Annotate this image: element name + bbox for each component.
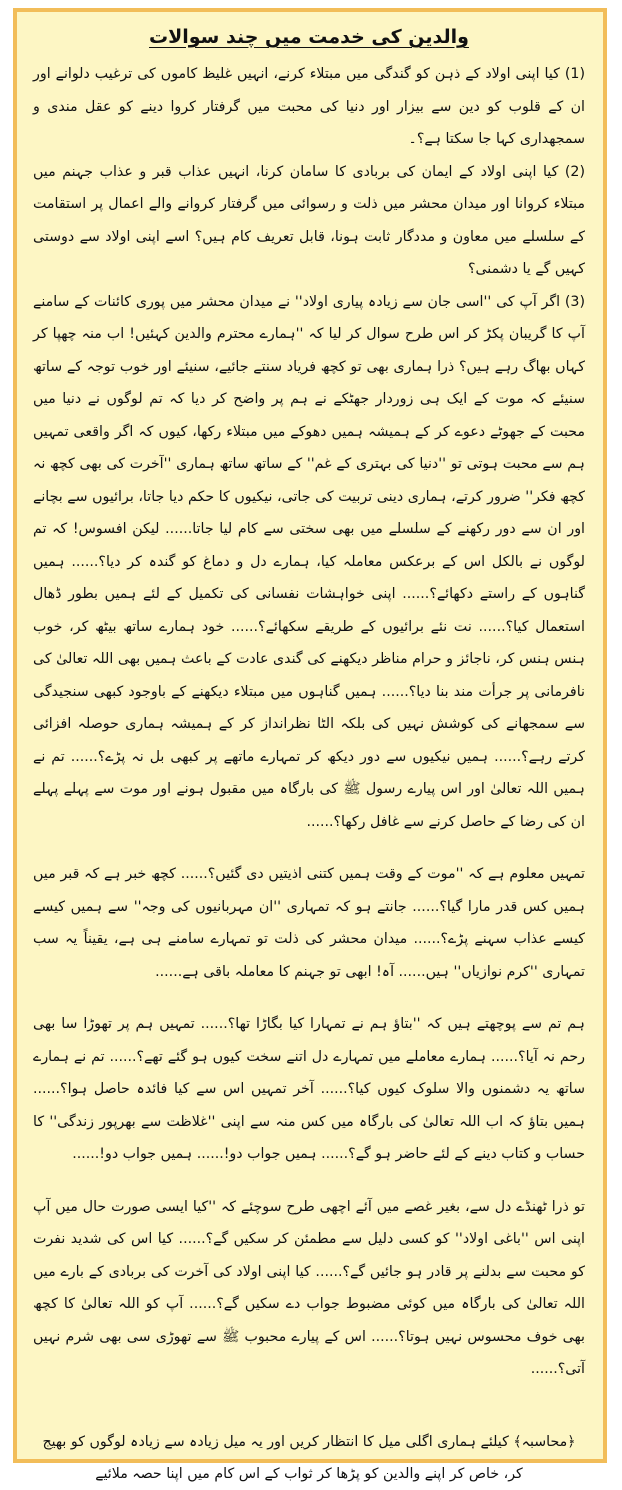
question-3: (3) اگر آپ کی ''اسی جان سے زیادہ پیاری اولاد'' نے میدان محشر میں پوری کائنات کے سامنے آپ کا گریبان پکڑ کر اس طرح سوال کر لیا کہ ''ہمارے محترم والدین کہئیں! اب منہ چھپا کر کہاں بھاگ رہے ہیں؟ ذرا ہماری بھی تو کچھ فریاد سنتے جائیے، سنیئے اور خوب توجہ کے ساتھ سنیئے کہ موت کے ایک ہی زوردار جھٹکے نے ہم پر واضح کر دیا کہ تم لوگوں نے دنیا میں محبت کے جھوٹے دعوے کر کے ہمیشہ ہمیں دھوکے میں مبتلاء رکھا، کیوں کہ اگر واقعی تمہیں ہم سے محبت ہوتی تو ''دنیا کی بہتری کے غم'' کے ساتھ ساتھ ہماری ''آخرت کی بھی کچھ نہ کچھ فکر'' ضرور کرتے، ہماری دینی تربیت کی جاتی، نیکیوں کا حکم دیا جاتا، برائیوں سے بچانے اور ان سے دور رکھنے کے سلسلے میں بھی سختی سے کام لیا جاتا...... لیکن افسوس! کہ تم لوگوں نے بالکل اس کے برعکس معاملہ کیا، ہمارے دل و دماغ کو گندہ کر دیا؟...... ہمیں گناہوں کے راستے دکھائے؟...... اپنی خواہشات نفسانی کی تکمیل کے لئے ہمیں بطور ڈھال استعمال کیا؟...... نت نئے برائیوں کے طریقے سکھائے؟...... خود ہمارے ساتھ بیٹھ کر، خوب ہنس ہنس کر، ناجائز و حرام مناظر دیکھنے کی گندی عادت کے باعث ہمیں بھی اللہ تعالیٰ کی نافرمانی پر جرأت مند بنا دیا؟...... ہمیں گناہوں میں مبتلاء دیکھنے کے باوجود کبھی سنجیدگی سے سمجھانے کی کوشش نہیں کی بلکہ الٹا نظرانداز کر کے ہمیشہ ہماری حوصلہ افزائی کرتے رہے؟...... ہمیں نیکیوں سے دور دیکھ کر تمہارے ماتھے پر کبھی بل نہ پڑے؟...... تم نے ہمیں اللہ تعالیٰ اور اس پیارے رسول ﷺ کی بارگاہ میں مقبول ہونے اور موت سے پہلے پہلے ان کی رضا کے حاصل کرنے سے غافل رکھا؟...... xyxy=(33,293,585,830)
article-title: والدین کی خدمت میں چند سوالات xyxy=(149,26,469,48)
article-panel xyxy=(13,8,607,1482)
paragraph-children-questions: ہم تم سے پوچھتے ہیں کہ ''بتاؤ ہم نے تمہارا کیا بگاڑا تھا؟...... تمہیں ہم پر تھوڑا سا بھی رحم نہ آیا؟...... ہمارے معاملے میں تمہارے دل اتنے سخت کیوں ہو گئے تھے؟...... تم نے ہمارے ساتھ یہ دشمنوں والا سلوک کیوں کیا؟...... آخر تمہیں اس سے کیا فائدہ حاصل ہوا؟...... ہمیں بتاؤ کہ اب اللہ تعالیٰ کی بارگاہ میں کس منہ سے اپنی ''غلاظت سے بھرپور زندگی'' کا حساب و کتاب دینے کے لئے حاضر ہو گے؟...... ہمیں جواب دو!...... ہمیں جواب دو!...... xyxy=(33,1016,585,1162)
footer-note: ﴿محاسبہ﴾ کیلئے ہماری اگلی میل کا انتظار کریں اور یہ میل زیادہ سے زیادہ لوگوں کو بھیج کر، خاص کر اپنے والدین کو پڑھا کر ثواب کے اس کام میں اپنا حصہ ملائیے xyxy=(42,1433,576,1482)
question-2: (2) کیا اپنی اولاد کے ایمان کی بربادی کا سامان کرنا، انہیں عذاب قبر و عذاب جہنم میں مبتلاء کروانا اور میدان محشر میں ذلت و رسوائی میں گرفتار کروانے والے اعمال پر استقامت کے سلسلے میں معاون و مددگار ثابت ہونا، قابل تعریف کام ہیں؟ اسے اپنی اولاد سے دوستی کہیں گے یا دشمنی؟ xyxy=(33,163,585,277)
paragraph-reflection: تو ذرا ٹھنڈے دل سے، بغیر غصے میں آئے اچھی طرح سوچئے کہ ''کیا ایسی صورت حال میں آپ اپنی اس ''باغی اولاد'' کو کسی دلیل سے مطمئن کر سکیں گے؟...... کیا اس کی شدید نفرت کو محبت سے بدلنے پر قادر ہو جائیں گے؟...... کیا اپنی اولاد کی آخرت کی بربادی کے بارے میں اللہ تعالیٰ کی بارگاہ میں کوئی مضبوط جواب دے سکیں گے؟...... آپ کو اللہ تعالیٰ کا کچھ بھی خوف محسوس نہیں ہوتا؟...... اس کے پیارے محبوب ﷺ سے تھوڑی سی بھی شرم نہیں آتی؟...... xyxy=(33,1198,585,1377)
paragraph-death-and-grave: تمہیں معلوم ہے کہ ''موت کے وقت ہمیں کتنی اذیتیں دی گئیں؟...... کچھ خبر ہے کہ قبر میں ہمیں کس قدر مارا گیا؟...... جانتے ہو کہ تمہاری ''ان مہربانیوں کی وجہ'' سے ہمیں کیسے کیسے عذاب سہنے پڑے؟...... میدان محشر کی ذلت تو تمہارے سامنے ہی ہے، یقیناً یہ سب تمہاری ''کرم نوازیاں'' ہیں...... آہ! ابھی تو جہنم کا معاملہ باقی ہے...... xyxy=(33,866,585,980)
question-1: (1) کیا اپنی اولاد کے ذہن کو گندگی میں مبتلاء کرنے، انہیں غلیظ کاموں کی ترغیب دلوانے اور ان کے قلوب کو دین سے بیزار اور دنیا کی محبت میں گرفتار کروا دینے کو عقل مندی و سمجھداری کہا جا سکتا ہے؟۔ xyxy=(33,66,585,147)
